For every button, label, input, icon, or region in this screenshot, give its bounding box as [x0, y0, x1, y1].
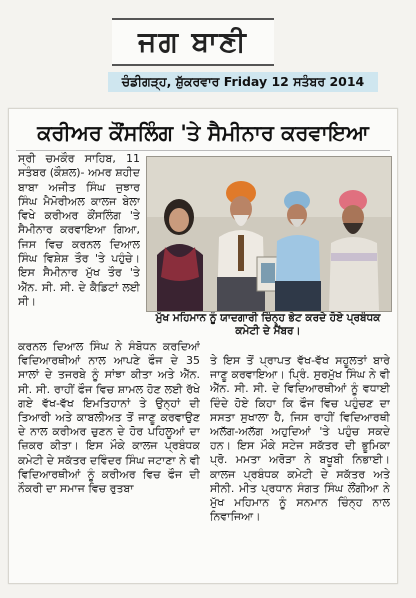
newspaper-masthead: ਜਗ ਬਾਣੀ: [112, 18, 274, 66]
article-photo: [146, 156, 392, 312]
article-intro-column: [18, 152, 140, 330]
article-body-left-text: ਕਰਨਲ ਦਿਆਲ ਸਿੰਘ ਨੇ ਸੰਬੋਧਨ ਕਰਦਿਆਂ ਵਿਦਿਆਰਥੀਆਂ ਨਾਲ ਆਪਣੇ ਫੌਜ ਦੇ 35 ਸਾਲਾਂ ਦੇ ਤਜਰਬੇ ਨੂੰ ਸਾਂਝਾ ਕੀਤਾ ਅਤੇ ਐੱਨ. ਸੀ. ਸੀ. ਰਾਹੀਂ ਫੌਜ ਵਿਚ ਸ਼ਾਮਲ ਹੋਣ ਲਈ ਰੱਖੇ ਗਏ ਵੱਖ-ਵੱਖ ਇਮਤਿਹਾਨਾਂ ਤੇ ਉਨ੍ਹਾਂ ਦੀ ਤਿਆਰੀ ਅਤੇ ਕਾਬਲੀਅਤ ਤੋਂ ਜਾਣੂ ਕਰਵਾਉਣ ਦੇ ਨਾਲ ਕਰੀਅਰ ਚੁਣਨ ਦੇ ਹੋਰ ਪਹਿਲੂਆਂ ਦਾ ਜ਼ਿਕਰ ਕੀਤਾ। ਇਸ ਮੌਕੇ ਕਾਲਜ ਪ੍ਰਬੰਧਕ ਕਮੇਟੀ ਦੇ ਸਕੱਤਰ ਦਵਿੰਦਰ ਸਿੰਘ ਜਟਾਣਾ ਨੇ ਵੀ ਵਿਦਿਆਰਥੀਆਂ ਨੂੰ ਕਰੀਅਰ ਵਿਚ ਫੌਜ ਦੀ ਨੌਕਰੀ ਦਾ ਸਮਾਜ ਵਿਚ ਰੁਤਬਾ: [18, 340, 200, 496]
article-headline: ਕਰੀਅਰ ਕੌਂਸਲਿੰਗ 'ਤੇ ਸੈਮੀਨਾਰ ਕਰਵਾਇਆ: [16, 116, 390, 151]
group-photo-illustration: [147, 157, 391, 311]
dateline: ਚੰਡੀਗੜ੍ਹ, ਸ਼ੁੱਕਰਵਾਰ Friday 12 ਸਤੰਬਰ 2014: [108, 72, 378, 92]
article-body-right-column: [210, 354, 390, 570]
article-body-left-column: [18, 340, 200, 570]
article-body-right-text: ਤੇ ਇਸ ਤੋਂ ਪ੍ਰਾਪਤ ਵੱਖ-ਵੱਖ ਸਹੂਲਤਾਂ ਬਾਰੇ ਜਾਣੂ ਕਰਵਾਇਆ। ਪ੍ਰਿੰ. ਸੁਰਮੁੱਖ ਸਿੰਘ ਨੇ ਵੀ ਐੱਨ. ਸੀ. ਸੀ. ਦੇ ਵਿਦਿਆਰਥੀਆਂ ਨੂੰ ਵਧਾਈ ਦਿੰਦੇ ਹੋਏ ਕਿਹਾ ਕਿ ਫੌਜ ਵਿਚ ਪਹੁੰਚਣ ਦਾ ਸਸਤਾ ਸੁਖਾਲਾ ਹੈ, ਜਿਸ ਰਾਹੀਂ ਵਿਦਿਆਰਥੀ ਅਲੱਗ-ਅਲੱਗ ਅਹੁਦਿਆਂ 'ਤੇ ਪਹੁੰਚ ਸਕਦੇ ਹਨ। ਇਸ ਮੌਕੇ ਸਟੇਜ ਸਕੱਤਰ ਦੀ ਭੂਮਿਕਾ ਪ੍ਰੋ. ਮਮਤਾ ਅਰੋੜਾ ਨੇ ਬਖੂਬੀ ਨਿਭਾਈ। ਕਾਲਜ ਪ੍ਰਬੰਧਕ ਕਮੇਟੀ ਦੇ ਸਕੱਤਰ ਅਤੇ ਸੀਨੀ. ਮੀਤ ਪ੍ਰਧਾਨ ਸੰਗਤ ਸਿੰਘ ਲੌਂਗੀਆ ਨੇ ਮੁੱਖ ਮਹਿਮਾਨ ਨੂੰ ਸਨਮਾਨ ਚਿੰਨ੍ਹ ਨਾਲ ਨਿਵਾਜਿਆ।: [210, 354, 390, 524]
article-intro-text: ਸ੍ਰੀ ਚਮਕੌਰ ਸਾਹਿਬ, 11 ਸਤੰਬਰ (ਕੌਸ਼ਲ)- ਅਮਰ ਸ਼ਹੀਦ ਬਾਬਾ ਅਜੀਤ ਸਿੰਘ ਜੁਝਾਰ ਸਿੰਘ ਮੈਮੋਰੀਅਲ ਕਾਲਜ ਬੇਲਾ ਵਿਖੇ ਕਰੀਅਰ ਕੌਂਸਲਿੰਗ 'ਤੇ ਸੈਮੀਨਾਰ ਕਰਵਾਇਆ ਗਿਆ, ਜਿਸ ਵਿਚ ਕਰਨਲ ਦਿਆਲ ਸਿੰਘ ਵਿਸ਼ੇਸ਼ ਤੌਰ 'ਤੇ ਪਹੁੰਚੇ। ਇਸ ਸੈਮੀਨਾਰ ਮੁੱਖ ਤੌਰ 'ਤੇ ਐੱਨ. ਸੀ. ਸੀ. ਦੇ ਕੈਡਿਟਾਂ ਲਈ ਸੀ।: [18, 152, 140, 308]
photo-caption: ਮੁੱਖ ਮਹਿਮਾਨ ਨੂੰ ਯਾਦਗਾਰੀ ਚਿੰਨ੍ਹ ਭੇਟ ਕਰਦੇ ਹੋਏ ਪ੍ਰਬੰਧਕ ਕਮੇਟੀ ਦੇ ਮੈਂਬਰ।: [155, 312, 381, 337]
